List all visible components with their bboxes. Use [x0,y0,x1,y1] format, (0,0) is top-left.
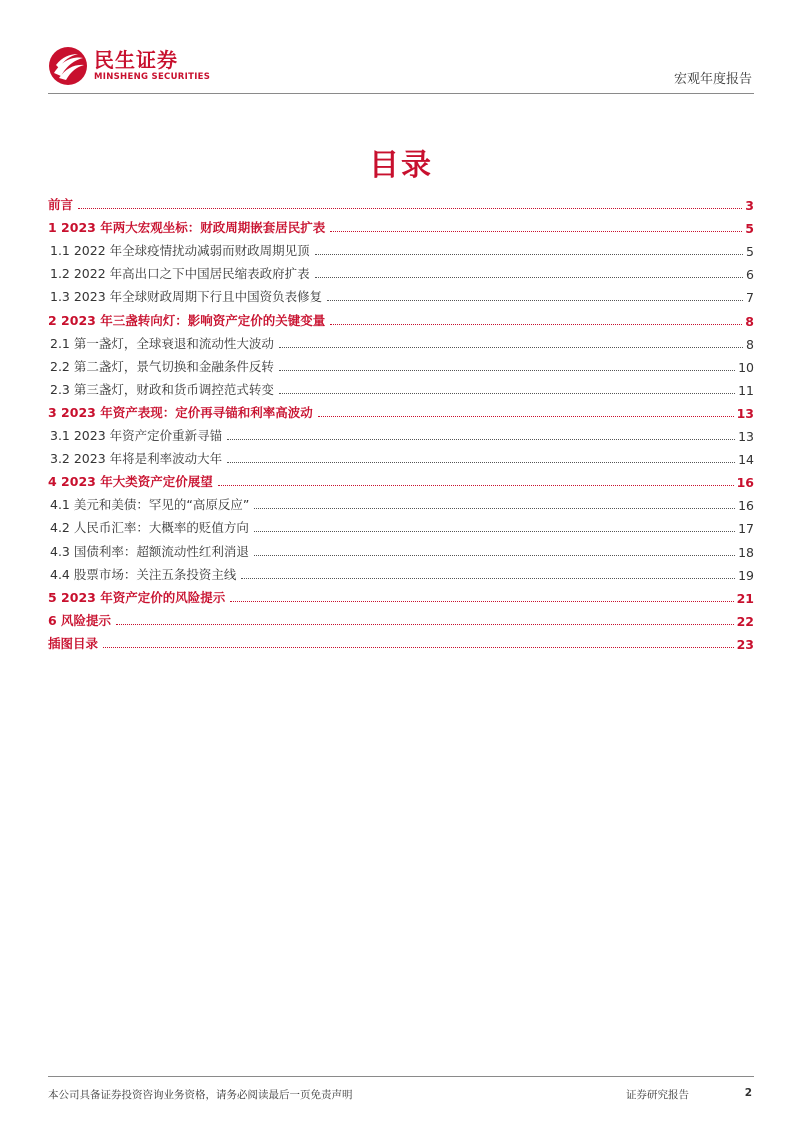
toc-dot-leader [279,370,735,371]
toc-entry-page[interactable]: 5 [746,244,754,260]
toc-entry-label[interactable]: 1.2 2022 年高出口之下中国居民缩表政府扩表 [50,266,310,282]
toc-entry[interactable] [48,398,754,421]
toc-entry-page[interactable]: 22 [736,613,754,629]
toc-entry-page[interactable]: 17 [738,521,754,537]
toc-entry-label[interactable]: 4.3 国债利率：超额流动性红利消退 [50,543,249,559]
toc-entry-page[interactable]: 13 [736,405,754,421]
toc-entry[interactable] [48,583,754,606]
toc-entry-page[interactable]: 16 [736,475,754,491]
header-divider [48,93,754,94]
toc-entry[interactable] [48,444,754,467]
footer-divider [48,1076,754,1077]
page-header [0,0,802,96]
toc-dot-leader [218,485,734,486]
toc-entry-page[interactable]: 11 [738,382,754,398]
logo-english-name: MINSHENG SECURITIES [94,72,211,83]
toc-entry[interactable] [48,629,754,652]
toc-entry-label[interactable]: 4.1 美元和美债：罕见的“高原反应” [50,497,250,513]
toc-entry-page[interactable]: 14 [738,452,754,468]
toc-entry-page[interactable]: 3 [745,198,754,214]
toc-entry-label[interactable]: 2.3 第三盏灯，财政和货币调控范式转变 [50,381,274,397]
toc-entry[interactable] [48,305,754,328]
toc-entry-label[interactable]: 2.2 第二盏灯，景气切换和金融条件反转 [50,358,274,374]
toc-entry[interactable] [48,329,754,352]
toc-dot-leader [315,277,743,278]
toc-entry[interactable] [48,352,754,375]
minsheng-logo-icon [48,46,88,86]
toc-entry[interactable] [48,236,754,259]
toc-dot-leader [279,347,743,348]
toc-entry-label[interactable]: 3.2 2023 年将是利率波动大年 [50,451,223,467]
toc-entry-label[interactable]: 4.4 股票市场：关注五条投资主线 [50,566,237,582]
toc-dot-leader [330,324,742,325]
toc-dot-leader [254,508,735,509]
toc-dot-leader [227,462,735,463]
toc-entry-label[interactable]: 前言 [48,197,74,213]
toc-entry[interactable] [48,490,754,513]
toc-entry-label[interactable]: 6 风险提示 [48,612,112,628]
page-number: 2 [744,1087,752,1099]
toc-dot-leader [330,231,742,232]
toc-entry-label[interactable]: 5 2023 年资产定价的风险提示 [48,589,226,605]
toc-dot-leader [327,300,743,301]
toc-entry-label[interactable]: 2 2023 年三盏转向灯：影响资产定价的关键变量 [48,312,326,328]
footer-disclaimer: 本公司具备证券投资咨询业务资格，请务必阅读最后一页免责声明 [48,1089,353,1101]
toc-dot-leader [103,647,734,648]
toc-dot-leader [254,555,735,556]
toc-entry-label[interactable]: 1.3 2023 年全球财政周期下行且中国资负表修复 [50,289,323,305]
footer-doc-type: 证券研究报告 [626,1089,689,1101]
logo-chinese-name: 民生证券 [94,48,178,73]
toc-dot-leader [254,531,735,532]
toc-entry-page[interactable]: 16 [738,498,754,514]
toc-entry[interactable] [48,606,754,629]
toc-dot-leader [227,439,735,440]
toc-dot-leader [116,624,734,625]
toc-entry-page[interactable]: 21 [736,590,754,606]
toc-entry-label[interactable]: 4 2023 年大类资产定价展望 [48,474,213,490]
toc-entry-label[interactable]: 插图目录 [48,635,99,651]
toc-entry-label[interactable]: 1 2023 年两大宏观坐标：财政周期嵌套居民扩表 [48,220,326,236]
toc-entry-page[interactable]: 19 [738,567,754,583]
toc-dot-leader [279,393,735,394]
toc-entry[interactable] [48,467,754,490]
toc-entry-page[interactable]: 7 [746,290,754,306]
toc-entry-label[interactable]: 1.1 2022 年全球疫情扰动减弱而财政周期见顶 [50,243,310,259]
toc-entry-label[interactable]: 4.2 人民币汇率：大概率的贬值方向 [50,520,249,536]
toc-title: 目录 [369,148,433,183]
table-of-contents [48,190,754,652]
toc-entry[interactable] [48,259,754,282]
toc-entry-page[interactable]: 8 [745,313,754,329]
toc-entry[interactable] [48,536,754,559]
toc-entry[interactable] [48,282,754,305]
toc-entry-page[interactable]: 8 [746,336,754,352]
toc-entry[interactable] [48,421,754,444]
toc-dot-leader [315,254,743,255]
toc-dot-leader [230,601,733,602]
report-type: 宏观年度报告 [673,72,752,87]
toc-entry[interactable] [48,213,754,236]
minsheng-logo [48,46,210,86]
toc-dot-leader [241,578,735,579]
toc-entry-page[interactable]: 13 [738,429,754,445]
toc-entry-label[interactable]: 3.1 2023 年资产定价重新寻锚 [50,428,223,444]
toc-dot-leader [318,416,734,417]
toc-entry-label[interactable]: 3 2023 年资产表现：定价再寻锚和利率高波动 [48,404,313,420]
toc-entry-page[interactable]: 18 [738,544,754,560]
toc-entry[interactable] [48,560,754,583]
toc-entry-label[interactable]: 2.1 第一盏灯，全球衰退和流动性大波动 [50,335,274,351]
toc-entry[interactable] [48,513,754,536]
toc-entry-page[interactable]: 23 [736,636,754,652]
toc-dot-leader [78,208,742,209]
toc-entry[interactable] [48,190,754,213]
toc-entry-page[interactable]: 6 [746,267,754,283]
toc-entry-page[interactable]: 10 [738,359,754,375]
toc-entry[interactable] [48,375,754,398]
toc-entry-page[interactable]: 5 [745,221,754,237]
